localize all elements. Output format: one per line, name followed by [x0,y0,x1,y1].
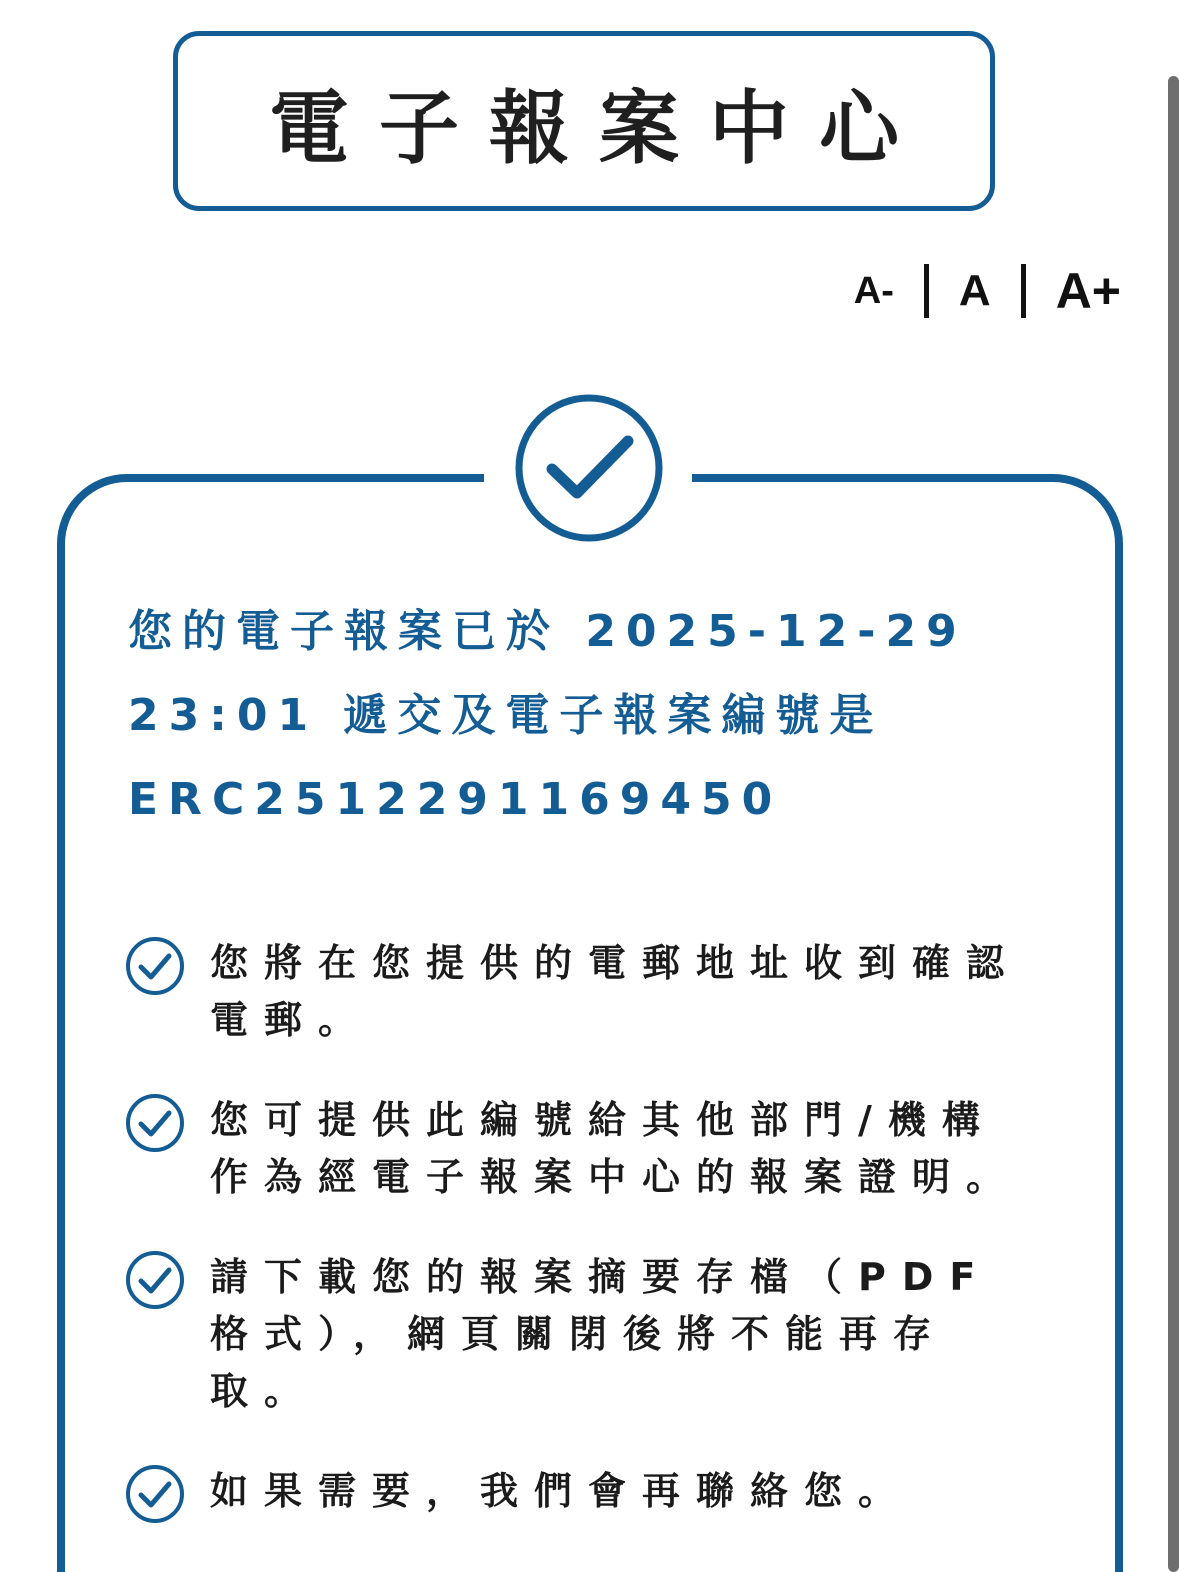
list-item [124,935,1044,1049]
scrollbar[interactable] [1168,76,1179,1572]
note-text: 您可提供此編號給其他部門/機構作為經電子報案中心的報案證明。 [210,1098,1021,1199]
font-control-divider [1021,264,1026,318]
note-text: 您將在您提供的電郵地址收到確認電郵。 [210,941,1021,1042]
check-circle-icon [124,1092,186,1154]
confirmation-line: 您的電子報案已於 2025-12-29 [128,606,967,657]
notes-list [124,935,1044,1563]
note-text: 如果需要，我們會再聯絡您。 [210,1469,913,1513]
font-size-controls [854,262,1121,320]
list-item [124,1092,1044,1206]
list-item [124,1463,1044,1520]
check-circle-icon [124,935,186,997]
font-decrease-button[interactable]: A- [853,269,894,312]
confirmation-line: 23:01 遞交及電子報案編號是 [128,690,884,741]
check-circle-icon [124,1249,186,1311]
check-circle-icon [514,393,664,543]
note-text: 請下載您的報案摘要存檔（PDF格式），網頁關閉後將不能再存取。 [210,1255,992,1413]
font-increase-button[interactable]: A+ [1055,263,1121,319]
confirmation-message [128,590,1028,842]
report-number: ERC2512291169450 [128,774,783,825]
header-banner [173,31,995,211]
page-title: 電子報案中心 [269,81,929,175]
font-control-divider [924,264,929,318]
font-normal-button[interactable]: A [958,266,991,315]
check-circle-icon [124,1463,186,1525]
list-item [124,1249,1044,1420]
